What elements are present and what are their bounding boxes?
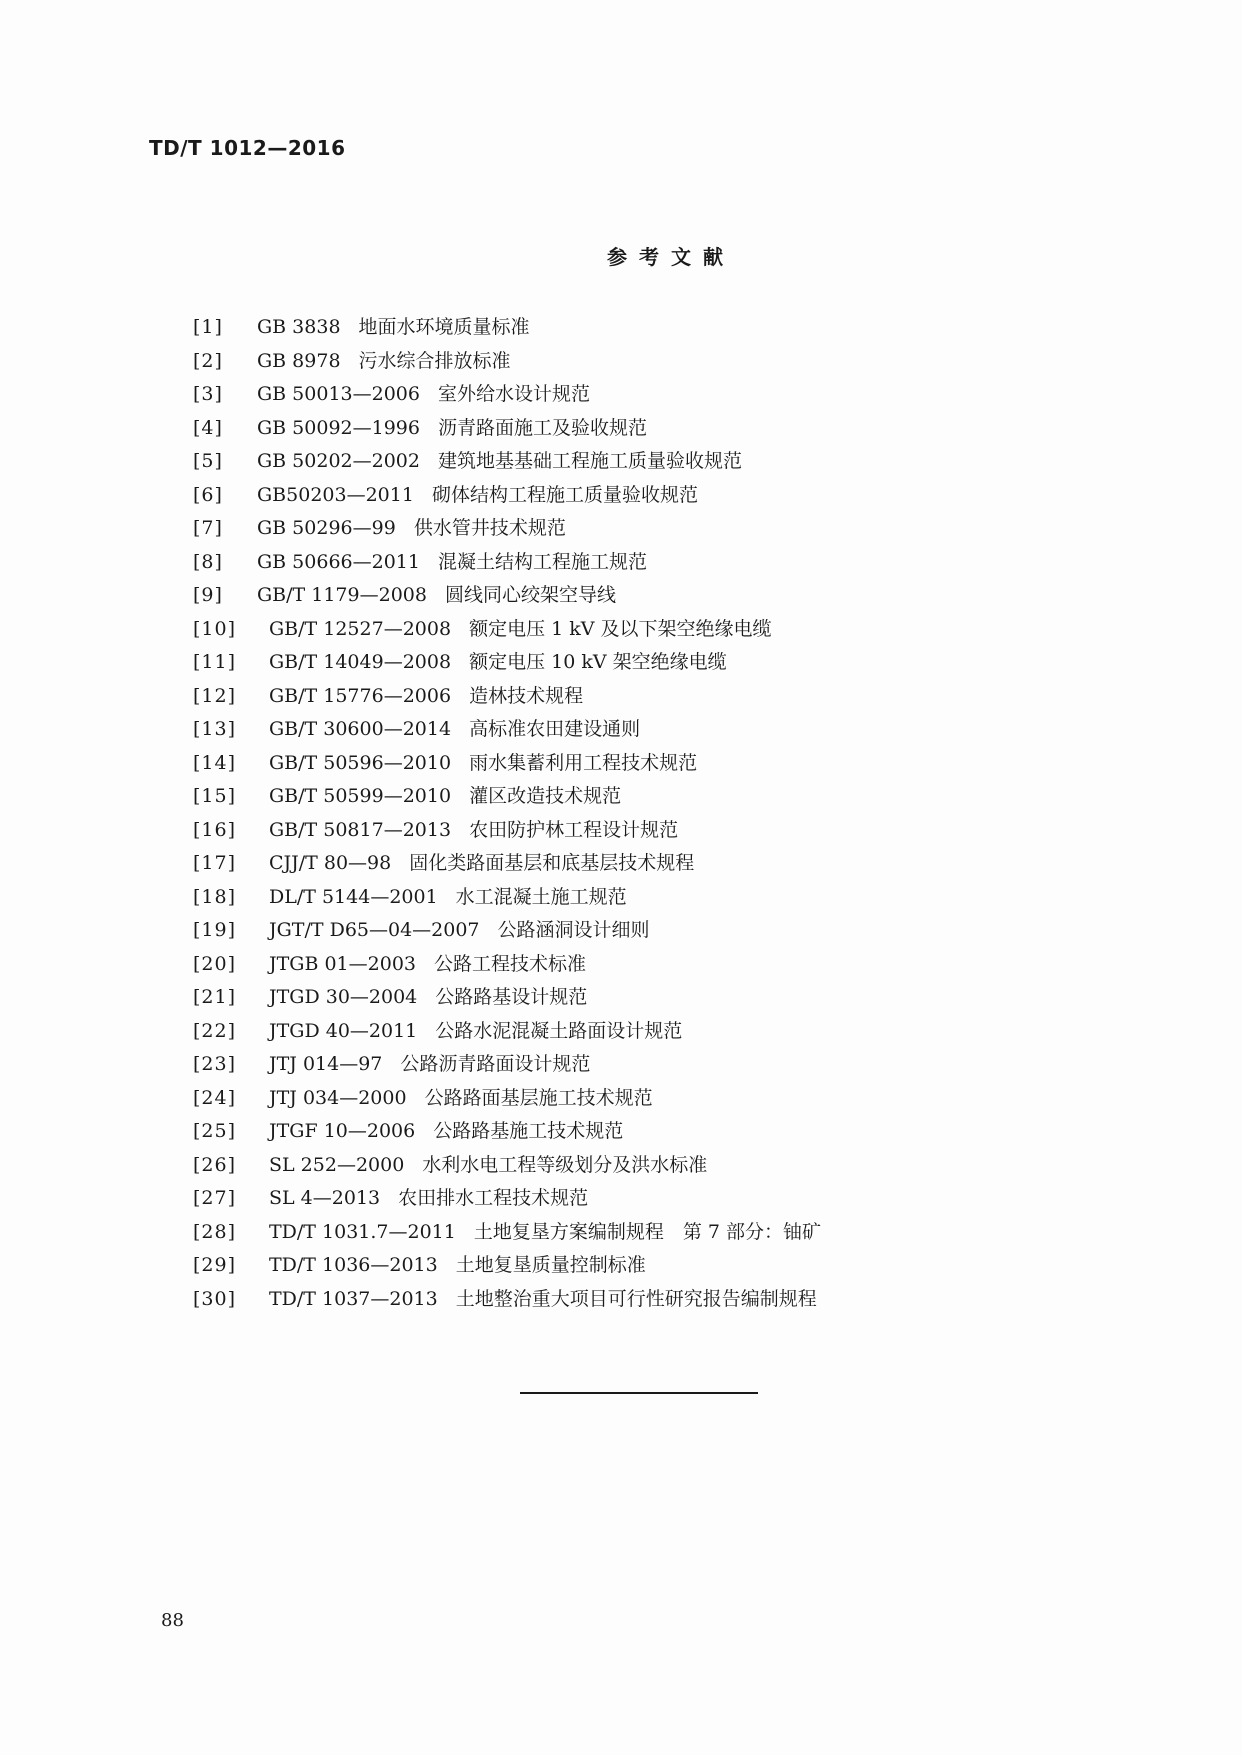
reference-code: JTGD 30—2004	[269, 986, 418, 1008]
section-title: 参考文献	[607, 245, 735, 269]
reference-number: [24]	[193, 1086, 237, 1109]
reference-title: 水工混凝土施工规范	[455, 885, 627, 908]
reference-item	[193, 1249, 821, 1283]
reference-item	[193, 546, 821, 580]
reference-title: 土地复垦质量控制标准	[455, 1254, 646, 1276]
reference-number: [17]	[193, 852, 237, 874]
reference-item	[193, 780, 821, 814]
reference-title: 雨水集蓄利用工程技术规范	[469, 751, 698, 774]
reference-title: 公路路基设计规范	[435, 986, 588, 1008]
reference-item	[193, 814, 821, 848]
reference-title: 水利水电工程等级划分及洪水标准	[422, 1153, 708, 1176]
reference-title: 供水管井技术规范	[413, 517, 566, 539]
reference-code: GB50203—2011	[257, 483, 414, 506]
reference-code: GB 50666—2011	[257, 550, 420, 573]
reference-number: [6]	[193, 483, 223, 506]
reference-number: [19]	[193, 919, 237, 941]
reference-code: GB 50092—1996	[257, 416, 420, 439]
reference-number: [29]	[193, 1254, 237, 1276]
reference-number: [30]	[193, 1287, 237, 1310]
reference-item	[193, 1283, 821, 1317]
reference-item	[193, 914, 821, 948]
reference-item	[193, 345, 821, 379]
reference-code: TD/T 1037—2013	[269, 1287, 438, 1310]
reference-number: [21]	[193, 986, 237, 1008]
reference-number: [5]	[193, 450, 223, 472]
reference-item	[193, 646, 821, 680]
reference-item	[193, 613, 821, 647]
reference-code: GB/T 50596—2010	[269, 751, 452, 774]
reference-number: [10]	[193, 617, 237, 640]
reference-code: GB/T 12527—2008	[269, 617, 452, 640]
reference-item	[193, 512, 821, 546]
reference-item	[193, 1149, 821, 1183]
reference-number: [18]	[193, 885, 237, 908]
reference-title: 沥青路面施工及验收规范	[437, 416, 647, 439]
reference-number: [12]	[193, 684, 237, 707]
reference-title: 额定电压 10 kV 架空绝缘电缆	[469, 651, 727, 673]
reference-item	[193, 981, 821, 1015]
reference-code: SL 252—2000	[269, 1153, 405, 1176]
reference-item	[193, 1015, 821, 1049]
reference-code: GB 8978	[257, 349, 341, 372]
reference-item	[193, 378, 821, 412]
reference-item	[193, 579, 821, 613]
reference-item	[193, 881, 821, 915]
reference-item	[193, 1048, 821, 1082]
reference-number: [4]	[193, 416, 223, 439]
reference-code: CJJ/T 80—98	[269, 852, 392, 874]
reference-title: 建筑地基基础工程施工质量验收规范	[437, 450, 742, 472]
page-number: 88	[161, 1610, 184, 1631]
reference-number: [9]	[193, 584, 223, 606]
reference-item	[193, 1182, 821, 1216]
reference-code: GB/T 14049—2008	[269, 651, 452, 673]
reference-number: [2]	[193, 349, 223, 372]
reference-title: 公路工程技术标准	[434, 952, 587, 975]
reference-code: GB 3838	[257, 316, 341, 338]
reference-item	[193, 1082, 821, 1116]
reference-code: GB/T 1179—2008	[257, 584, 427, 606]
reference-number: [3]	[193, 383, 223, 405]
reference-item	[193, 747, 821, 781]
end-rule	[520, 1392, 758, 1394]
reference-number: [7]	[193, 517, 223, 539]
reference-number: [11]	[193, 651, 237, 673]
reference-item	[193, 445, 821, 479]
reference-number: [16]	[193, 818, 237, 841]
reference-number: [13]	[193, 718, 237, 740]
reference-title: 公路水泥混凝土路面设计规范	[435, 1019, 683, 1042]
reference-number: [15]	[193, 785, 237, 807]
reference-number: [23]	[193, 1053, 237, 1075]
reference-number: [25]	[193, 1120, 237, 1142]
reference-title: 固化类路面基层和底基层技术规程	[409, 852, 695, 874]
reference-title: 砌体结构工程施工质量验收规范	[431, 483, 698, 506]
reference-code: JTGD 40—2011	[269, 1019, 418, 1042]
reference-title: 土地复垦方案编制规程 第 7 部分：铀矿	[473, 1220, 822, 1243]
reference-code: TD/T 1031.7—2011	[269, 1220, 456, 1243]
reference-title: 圆线同心绞架空导线	[444, 584, 616, 606]
reference-code: JTGF 10—2006	[269, 1120, 416, 1142]
reference-title: 高标准农田建设通则	[469, 718, 641, 740]
reference-item	[193, 713, 821, 747]
reference-number: [20]	[193, 952, 237, 975]
reference-title: 农田排水工程技术规范	[398, 1187, 589, 1209]
reference-title: 额定电压 1 kV 及以下架空绝缘电缆	[469, 617, 772, 640]
reference-item	[193, 948, 821, 982]
reference-code: JTJ 034—2000	[269, 1086, 407, 1109]
reference-number: [1]	[193, 316, 223, 338]
document-code: TD/T 1012—2016	[149, 136, 346, 160]
reference-title: 污水综合排放标准	[358, 349, 511, 372]
reference-list	[193, 311, 821, 1316]
reference-code: GB 50296—99	[257, 517, 396, 539]
reference-code: GB/T 50817—2013	[269, 818, 452, 841]
reference-item	[193, 479, 821, 513]
reference-number: [22]	[193, 1019, 237, 1042]
reference-number: [27]	[193, 1187, 237, 1209]
reference-number: [8]	[193, 550, 223, 573]
reference-title: 公路涵洞设计细则	[497, 919, 650, 941]
reference-code: JTJ 014—97	[269, 1053, 383, 1075]
reference-item	[193, 412, 821, 446]
reference-title: 公路路基施工技术规范	[433, 1120, 624, 1142]
reference-title: 灌区改造技术规范	[469, 785, 622, 807]
reference-code: DL/T 5144—2001	[269, 885, 438, 908]
reference-code: SL 4—2013	[269, 1187, 381, 1209]
reference-code: JGT/T D65—04—2007	[269, 919, 480, 941]
reference-number: [28]	[193, 1220, 237, 1243]
reference-title: 混凝土结构工程施工规范	[437, 550, 647, 573]
reference-code: JTGB 01—2003	[269, 952, 416, 975]
reference-code: GB 50013—2006	[257, 383, 420, 405]
reference-code: GB/T 50599—2010	[269, 785, 452, 807]
reference-title: 公路路面基层施工技术规范	[424, 1086, 653, 1109]
reference-item	[193, 847, 821, 881]
reference-item	[193, 680, 821, 714]
reference-code: GB/T 30600—2014	[269, 718, 452, 740]
reference-item	[193, 311, 821, 345]
reference-title: 农田防护林工程设计规范	[469, 818, 679, 841]
reference-number: [14]	[193, 751, 237, 774]
reference-code: TD/T 1036—2013	[269, 1254, 438, 1276]
reference-title: 土地整治重大项目可行性研究报告编制规程	[455, 1287, 817, 1310]
reference-item	[193, 1216, 821, 1250]
reference-item	[193, 1115, 821, 1149]
reference-title: 室外给水设计规范	[437, 383, 590, 405]
reference-number: [26]	[193, 1153, 237, 1176]
reference-title: 公路沥青路面设计规范	[400, 1053, 591, 1075]
reference-code: GB 50202—2002	[257, 450, 420, 472]
reference-title: 地面水环境质量标准	[358, 316, 530, 338]
reference-code: GB/T 15776—2006	[269, 684, 452, 707]
reference-title: 造林技术规程	[469, 684, 584, 707]
